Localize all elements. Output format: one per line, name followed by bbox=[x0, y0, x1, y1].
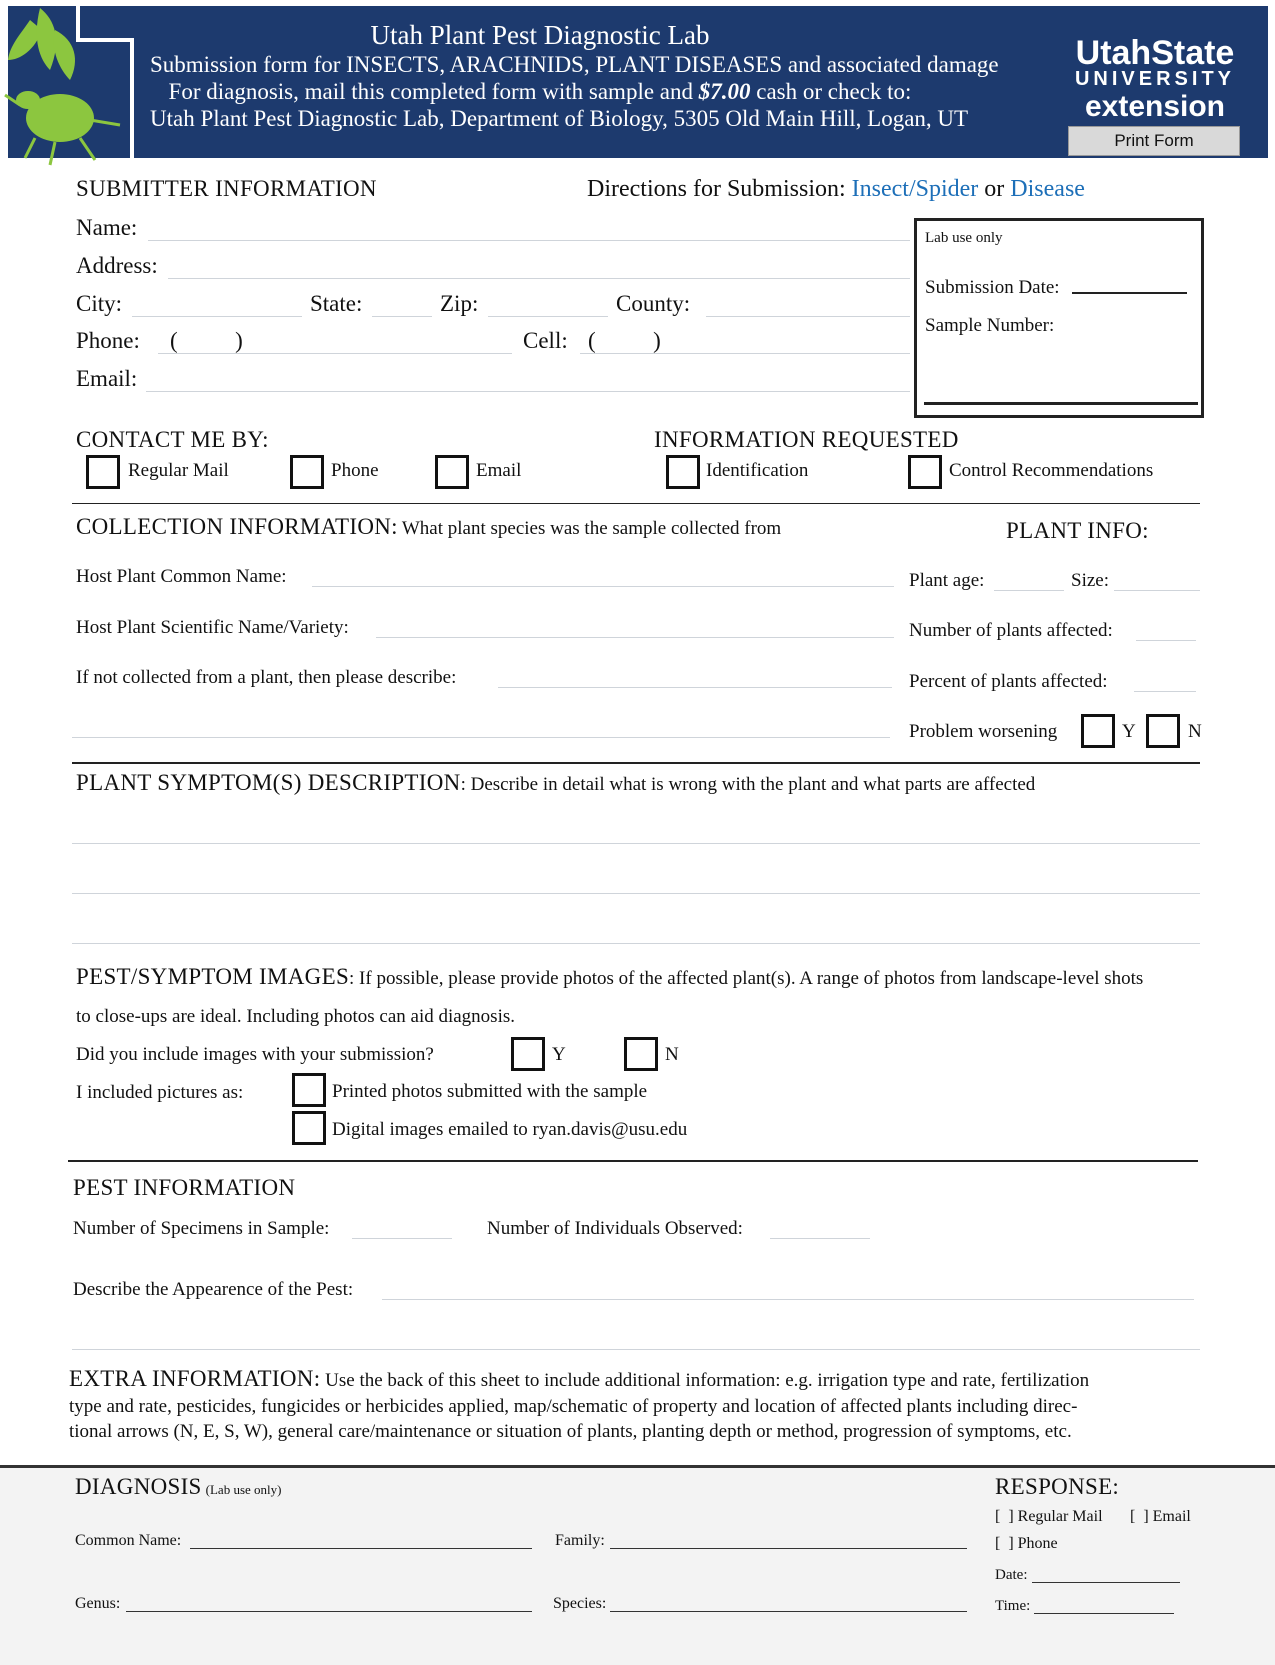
lab-use-title: Lab use only bbox=[925, 230, 1003, 246]
phone-field[interactable] bbox=[158, 353, 512, 354]
images-yes-checkbox[interactable] bbox=[511, 1037, 545, 1071]
images-yes-label: Y bbox=[552, 1044, 566, 1065]
diag-species-label: Species: bbox=[553, 1595, 607, 1612]
cell-label: Cell: bbox=[523, 328, 568, 353]
identification-checkbox[interactable] bbox=[666, 455, 700, 489]
number-affected-label: Number of plants affected: bbox=[909, 620, 1113, 641]
cell-area-code: ( ) bbox=[588, 328, 661, 353]
diag-common-name-field[interactable] bbox=[190, 1548, 532, 1549]
usu-logo-line-1: UtahState bbox=[1075, 34, 1235, 72]
identification-label: Identification bbox=[706, 460, 809, 481]
images-no-checkbox[interactable] bbox=[624, 1037, 658, 1071]
lab-box-rule bbox=[924, 402, 1198, 405]
state-field[interactable] bbox=[372, 316, 432, 317]
name-field[interactable] bbox=[148, 240, 910, 241]
divider bbox=[72, 503, 1200, 504]
submission-date-label: Submission Date: bbox=[925, 277, 1060, 298]
worsening-yes-checkbox[interactable] bbox=[1081, 714, 1115, 748]
control-recommendations-checkbox[interactable] bbox=[908, 455, 942, 489]
submission-date-field[interactable] bbox=[1072, 292, 1187, 294]
percent-affected-label: Percent of plants affected: bbox=[909, 671, 1108, 692]
insect-spider-link[interactable]: Insect/Spider bbox=[851, 176, 979, 202]
plant-info-heading: PLANT INFO: bbox=[1006, 518, 1149, 543]
pest-heading: PEST INFORMATION bbox=[73, 1175, 296, 1200]
cell-field[interactable] bbox=[580, 353, 910, 354]
usu-logo-line-3: extension bbox=[1084, 90, 1226, 123]
usu-logo-line-2: UNIVERSITY bbox=[1074, 68, 1236, 90]
diag-family-label: Family: bbox=[555, 1532, 605, 1549]
extra-line-2: type and rate, pesticides, fungicides or herbicides applied, map/schematic of property and location of affected plants including direc- bbox=[69, 1396, 1078, 1417]
extra-line-3: tional arrows (N, E, S, W), general care/maintenance or situation of plants, planting depth or method, progression of symptoms, etc. bbox=[69, 1421, 1072, 1442]
header-line-2: For diagnosis, mail this completed form with sample and $7.00 cash or check to: bbox=[168, 79, 912, 104]
response-time-label: Time: bbox=[995, 1598, 1031, 1614]
response-regular-mail[interactable]: [ ] Regular Mail bbox=[995, 1508, 1103, 1525]
diag-genus-field[interactable] bbox=[126, 1611, 532, 1612]
response-date-field[interactable] bbox=[1032, 1582, 1180, 1583]
disease-link[interactable]: Disease bbox=[1010, 176, 1085, 202]
city-label: City: bbox=[76, 291, 123, 316]
diag-genus-label: Genus: bbox=[75, 1595, 121, 1612]
email-checkbox[interactable] bbox=[435, 455, 469, 489]
images-heading: PEST/SYMPTOM IMAGES: If possible, please provide photos of the affected plant(s). A range of photos from landscape-level shots bbox=[76, 964, 1144, 989]
symptoms-field-1[interactable] bbox=[72, 843, 1200, 844]
print-form-button[interactable]: Print Form bbox=[1068, 126, 1240, 156]
host-scientific-field[interactable] bbox=[376, 637, 894, 638]
extra-line-1: EXTRA INFORMATION: Use the back of this sheet to include additional information: e.g. irrigation type and rate, fertilization bbox=[69, 1366, 1090, 1391]
response-heading: RESPONSE: bbox=[995, 1474, 1120, 1499]
divider bbox=[68, 1160, 1198, 1162]
zip-field[interactable] bbox=[488, 316, 608, 317]
county-label: County: bbox=[616, 291, 691, 316]
images-no-label: N bbox=[665, 1044, 679, 1065]
info-requested-heading: INFORMATION REQUESTED bbox=[654, 427, 959, 452]
regular-mail-checkbox[interactable] bbox=[86, 455, 120, 489]
number-affected-field[interactable] bbox=[1136, 640, 1196, 641]
appearance-label: Describe the Appearence of the Pest: bbox=[73, 1279, 354, 1300]
directions: Directions for Submission: Insect/Spider or Disease bbox=[587, 176, 1085, 202]
address-label: Address: bbox=[76, 253, 158, 278]
percent-affected-field[interactable] bbox=[1134, 691, 1196, 692]
response-time-field[interactable] bbox=[1034, 1613, 1174, 1614]
individuals-field[interactable] bbox=[770, 1238, 870, 1239]
worsening-no-checkbox[interactable] bbox=[1146, 714, 1180, 748]
digital-images-label: Digital images emailed to ryan.davis@usu.edu bbox=[332, 1119, 688, 1140]
county-field[interactable] bbox=[706, 316, 910, 317]
diagnosis-heading: DIAGNOSIS (Lab use only) bbox=[75, 1474, 282, 1499]
host-common-label: Host Plant Common Name: bbox=[76, 566, 287, 587]
size-field[interactable] bbox=[1114, 590, 1200, 591]
specimens-label: Number of Specimens in Sample: bbox=[73, 1218, 330, 1239]
state-label: State: bbox=[310, 291, 363, 316]
phone-label: Phone: bbox=[76, 328, 140, 353]
sample-number-label: Sample Number: bbox=[925, 315, 1055, 336]
images-question: Did you include images with your submission? bbox=[76, 1044, 434, 1065]
header-line-1: Submission form for INSECTS, ARACHNIDS, PLANT DISEASES and associated damage bbox=[150, 52, 999, 77]
diag-common-name-label: Common Name: bbox=[75, 1532, 182, 1549]
name-label: Name: bbox=[76, 215, 138, 240]
response-email[interactable]: [ ] Email bbox=[1130, 1508, 1191, 1525]
phone-checkbox[interactable] bbox=[290, 455, 324, 489]
city-field[interactable] bbox=[132, 316, 302, 317]
printed-photos-label: Printed photos submitted with the sample bbox=[332, 1081, 648, 1102]
zip-label: Zip: bbox=[440, 291, 479, 316]
included-as-label: I included pictures as: bbox=[76, 1082, 244, 1103]
printed-photos-checkbox[interactable] bbox=[292, 1073, 326, 1107]
not-plant-label: If not collected from a plant, then please describe: bbox=[76, 667, 457, 688]
worsening-no-label: N bbox=[1188, 721, 1202, 742]
header-line-3: Utah Plant Pest Diagnostic Lab, Department of Biology, 5305 Old Main Hill, Logan, UT bbox=[150, 106, 969, 131]
response-phone[interactable]: [ ] Phone bbox=[995, 1535, 1058, 1552]
email-contact-label: Email bbox=[476, 460, 522, 481]
appearance-field-2[interactable] bbox=[72, 1349, 1200, 1350]
symptoms-field-2[interactable] bbox=[72, 893, 1200, 894]
not-plant-field[interactable] bbox=[498, 687, 892, 688]
address-field[interactable] bbox=[168, 278, 910, 279]
diag-family-field[interactable] bbox=[610, 1548, 967, 1549]
symptoms-field-3[interactable] bbox=[72, 943, 1200, 944]
plant-age-label: Plant age: bbox=[909, 570, 985, 591]
regular-mail-label: Regular Mail bbox=[128, 460, 229, 481]
specimens-field[interactable] bbox=[352, 1238, 452, 1239]
email-label: Email: bbox=[76, 366, 138, 391]
control-recommendations-label: Control Recommendations bbox=[949, 460, 1154, 481]
submitter-heading: SUBMITTER INFORMATION bbox=[76, 176, 377, 201]
diag-species-field[interactable] bbox=[610, 1611, 967, 1612]
individuals-label: Number of Individuals Observed: bbox=[487, 1218, 743, 1239]
header-title: Utah Plant Pest Diagnostic Lab bbox=[370, 20, 710, 50]
contact-heading: CONTACT ME BY: bbox=[76, 427, 269, 452]
phone-area-code: ( ) bbox=[170, 328, 243, 353]
insect-logo-icon bbox=[0, 0, 150, 170]
host-scientific-label: Host Plant Scientific Name/Variety: bbox=[76, 617, 349, 638]
digital-images-checkbox[interactable] bbox=[292, 1111, 326, 1145]
email-field[interactable] bbox=[146, 391, 910, 392]
worsening-yes-label: Y bbox=[1122, 721, 1136, 742]
host-common-field[interactable] bbox=[312, 586, 894, 587]
collection-heading: COLLECTION INFORMATION: What plant species was the sample collected from bbox=[76, 514, 782, 539]
response-date-label: Date: bbox=[995, 1567, 1028, 1583]
phone-contact-label: Phone bbox=[331, 460, 379, 481]
not-plant-field-2[interactable] bbox=[72, 737, 890, 738]
images-text-2: to close-ups are ideal. Including photos can aid diagnosis. bbox=[76, 1006, 516, 1027]
appearance-field[interactable] bbox=[382, 1299, 1194, 1300]
plant-age-field[interactable] bbox=[994, 590, 1064, 591]
problem-worsening-label: Problem worsening bbox=[909, 721, 1058, 742]
divider bbox=[72, 762, 1200, 764]
size-label: Size: bbox=[1071, 570, 1109, 591]
symptoms-heading: PLANT SYMPTOM(S) DESCRIPTION: Describe in detail what is wrong with the plant and what parts are affected bbox=[76, 770, 1036, 795]
